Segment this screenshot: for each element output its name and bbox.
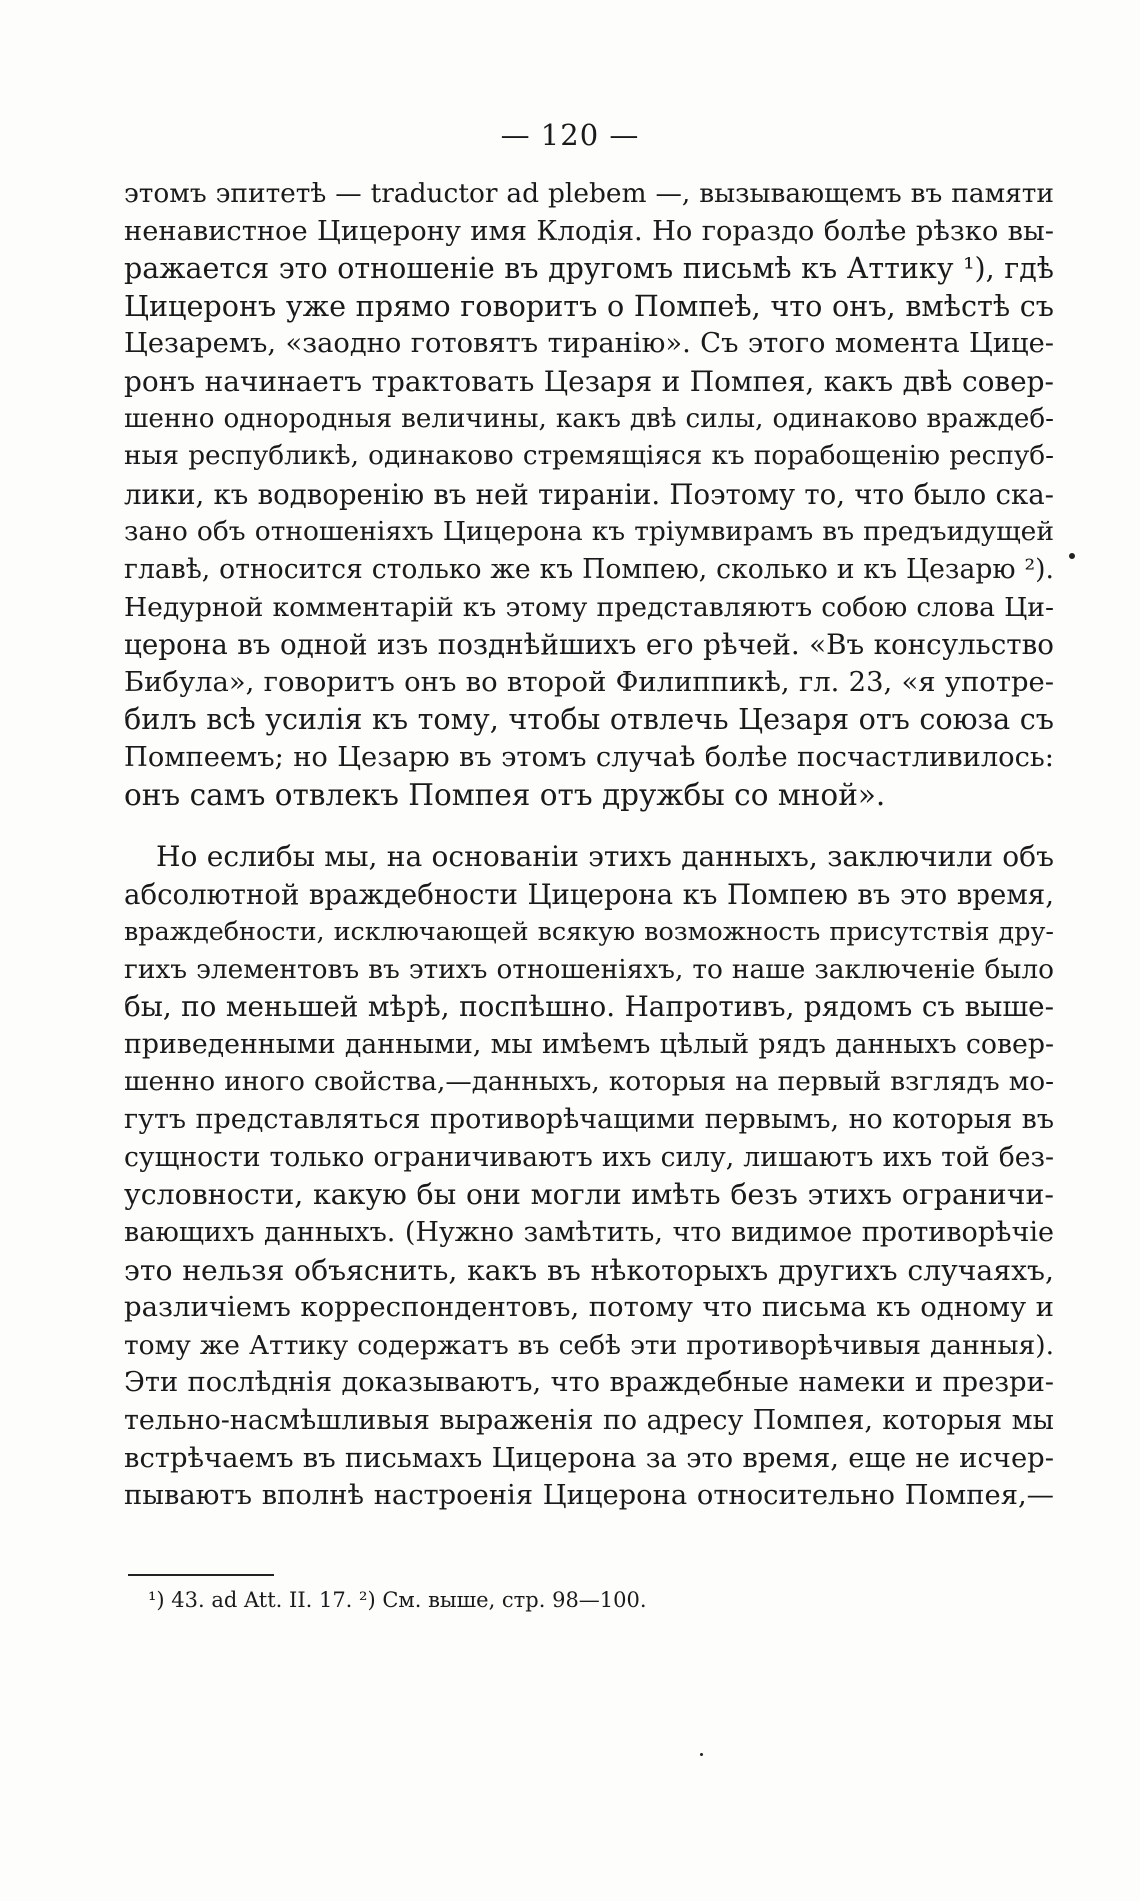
- text-line: гихъ элементовъ въ этихъ отношеніяхъ, то наше заключеніе было: [124, 953, 1054, 985]
- text-line: ныя республикѣ, одинаково стремящіяся къ порабощенію респуб-: [124, 441, 1054, 472]
- text-line: гутъ представляться противорѣчащими первымъ, но которыя въ: [124, 1104, 1054, 1136]
- text-line: шенно иного свойства,—данныхъ, которыя на первый взглядъ мо-: [124, 1066, 1054, 1097]
- text-line: билъ всѣ усилія къ тому, чтобы отвлечь Цезаря отъ союза съ: [124, 702, 1054, 737]
- text-line: это нельзя объяснить, какъ въ нѣкоторыхъ другихъ случаяхъ,: [124, 1253, 1054, 1287]
- text-line: приведенными данными, мы имѣемъ цѣлый рядъ данныхъ совер-: [124, 1028, 1054, 1060]
- text-line: тельно-насмѣшливыя выраженія по адресу Помпея, которыя мы: [124, 1404, 1054, 1436]
- text-line: лики, къ водворенію въ ней тираніи. Поэтому то, что было ска-: [124, 477, 1054, 511]
- text-line: этомъ эпитетѣ — traductor ad plebem —, вызывающемъ въ памяти: [124, 178, 1054, 209]
- text-line: абсолютной враждебности Цицерона къ Помпею въ это время,: [124, 877, 1054, 911]
- paragraph-2: [124, 838, 1054, 1515]
- text-line: Эти послѣднія доказываютъ, что враждебные намеки и презри-: [124, 1367, 1054, 1399]
- text-line: условности, какую бы они могли имѣть безъ этихъ ограничи-: [124, 1178, 1054, 1212]
- text-line: зано объ отношеніяхъ Цицерона къ тріумвирамъ въ предъидущей: [124, 516, 1054, 548]
- print-speck: [700, 1753, 703, 1756]
- text-line: Бибула», говоритъ онъ во второй Филиппикѣ, гл. 23, «я употре-: [124, 666, 1054, 698]
- text-line: тому же Аттику содержатъ въ себѣ эти противорѣчивыя данныя).: [124, 1329, 1054, 1361]
- text-line: вающихъ данныхъ. (Нужно замѣтить, что видимое противорѣчіе: [124, 1216, 1054, 1248]
- footnote-divider: [128, 1574, 274, 1576]
- page-number: — 120 —: [500, 118, 640, 152]
- text-line: различіемъ корреспондентовъ, потому что письма къ одному и: [124, 1291, 1054, 1324]
- text-line: Помпеемъ; но Цезарю въ этомъ случаѣ болѣе посчастливилось:: [124, 741, 1054, 773]
- footnotes: ¹) 43. ad Att. II. 17. ²) См. выше, стр. 98—100.: [148, 1588, 647, 1612]
- text-line: Цезаремъ, «заодно готовятъ тиранію». Съ этого момента Цице-: [124, 328, 1054, 360]
- print-speck: [1069, 553, 1075, 559]
- text-line: ронъ начинаетъ трактовать Цезаря и Помпея, какъ двѣ совер-: [124, 364, 1054, 398]
- text-line: бы, по меньшей мѣрѣ, поспѣшно. Напротивъ, рядомъ съ выше-: [124, 990, 1054, 1024]
- text-line: Цицеронъ уже прямо говоритъ о Помпеѣ, что онъ, вмѣстѣ съ: [124, 288, 1054, 323]
- text-line: пываютъ вполнѣ настроенія Цицерона относительно Помпея,—: [124, 1480, 1054, 1512]
- text-line: враждебности, исключающей всякую возможность присутствія дру-: [124, 916, 1054, 947]
- text-line: встрѣчаемъ въ письмахъ Цицерона за это время, еще не исчер-: [124, 1442, 1054, 1474]
- text-line: сущности только ограничиваютъ ихъ силу, лишаютъ ихъ той без-: [124, 1141, 1054, 1173]
- text-line: Но еслибы мы, на основаніи этихъ данныхъ, заключили объ: [156, 840, 1054, 873]
- text-line: шенно однородныя величины, какъ двѣ силы, одинаково враждеб-: [124, 403, 1054, 434]
- text-line: ражается это отношеніе въ другомъ письмѣ къ Аттику ¹), гдѣ: [124, 252, 1054, 286]
- text-line: главѣ, относится столько же къ Помпею, сколько и къ Цезарю ²).: [124, 553, 1054, 585]
- paragraph-1: [124, 175, 1054, 814]
- text-line: Недурной комментарій къ этому представляютъ собою слова Ци-: [124, 591, 1054, 623]
- text-line: онъ самъ отвлекъ Помпея отъ дружбы со мной».: [124, 777, 886, 812]
- text-line: церона въ одной изъ позднѣйшихъ его рѣчей. «Въ консульство: [124, 628, 1054, 662]
- text-line: ненавистное Цицерону имя Клодія. Но гораздо болѣе рѣзко вы-: [124, 215, 1054, 247]
